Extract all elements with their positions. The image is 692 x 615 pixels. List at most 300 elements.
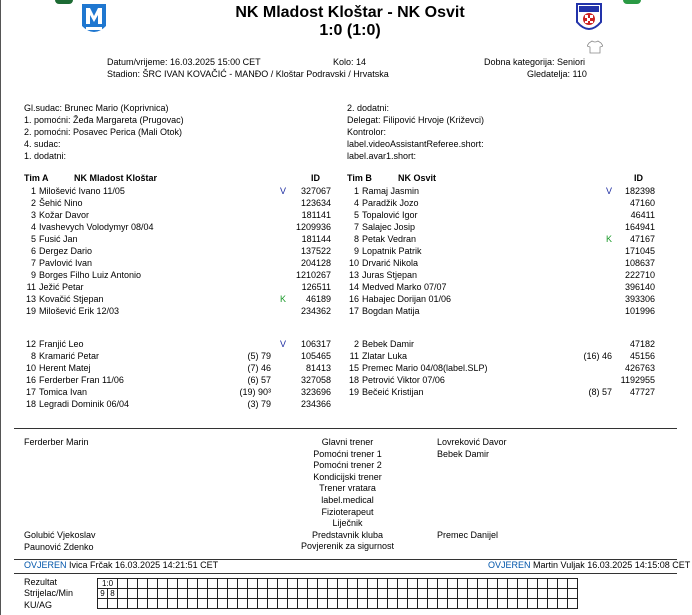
grid-cell: [418, 579, 428, 589]
page-left-border: [0, 0, 1, 615]
player-number: 6: [30, 246, 36, 256]
player-id: 137522: [300, 246, 331, 256]
player-name: Ježić Petar: [39, 282, 84, 292]
grid-cell: [188, 599, 198, 609]
grid-cell: [168, 589, 178, 599]
grid-cell: [278, 599, 288, 609]
staff-role: Glavni trener: [321, 437, 374, 447]
player-row: [347, 209, 418, 221]
substitution-info: (3) 79: [247, 399, 271, 409]
grid-cell: [418, 599, 428, 609]
player-number: 10: [25, 363, 36, 373]
grid-cell: [548, 599, 558, 609]
grid-cell: [148, 589, 158, 599]
grid-cell: [268, 589, 278, 599]
grid-cell: [288, 589, 298, 599]
grid-cell: [498, 579, 508, 589]
grid-cell: [368, 579, 378, 589]
player-number: 13: [25, 294, 36, 304]
player-id: 101996: [624, 306, 655, 316]
player-id: 106317: [300, 339, 331, 349]
grid-cell: [438, 599, 448, 609]
player-number: 19: [25, 306, 36, 316]
grid-cell: [538, 579, 548, 589]
player-id: 46411: [630, 210, 655, 220]
grid-row: [98, 599, 578, 609]
grid-cell: [328, 579, 338, 589]
player-row: [347, 281, 447, 293]
player-name: Topalović Igor: [362, 210, 418, 220]
player-number: 10: [348, 258, 359, 268]
grid-cell: [178, 599, 188, 609]
grid-cell: [398, 579, 408, 589]
grid-cell: [298, 579, 308, 589]
grid-cell: [318, 589, 328, 599]
grid-cell: [478, 589, 488, 599]
grid-cell: [518, 579, 528, 589]
player-row: [24, 374, 124, 386]
player-row: [24, 386, 87, 398]
grid-cell: [208, 599, 218, 609]
player-row: [347, 221, 415, 233]
player-row: [24, 269, 141, 281]
grid-cell: [208, 589, 218, 599]
player-row: [347, 374, 445, 386]
grid-cell: [98, 599, 108, 609]
player-row: [24, 221, 154, 233]
staff-right-head: Lovreković Davor: [437, 437, 507, 447]
player-name: Kožar Davor: [39, 210, 90, 220]
grid-cell: [438, 579, 448, 589]
player-row: [347, 386, 424, 398]
player-number: 2: [353, 339, 359, 349]
player-id: 47182: [629, 339, 655, 349]
player-id: 1192955: [620, 375, 655, 385]
player-name: Ferderber Fran 11/06: [39, 375, 124, 385]
player-number: 4: [30, 222, 36, 232]
staff-left-head: Ferderber Marin: [24, 437, 89, 447]
player-number: 11: [26, 282, 36, 292]
team-b-id-header: ID: [634, 173, 643, 183]
home-club-logo: [80, 2, 108, 38]
player-name: Lopatnik Patrik: [362, 246, 422, 256]
match-round: Kolo: 14: [333, 57, 367, 67]
grid-cell: [328, 599, 338, 609]
goalkeeper-mark: V: [606, 186, 613, 196]
grid-cell: [378, 599, 388, 609]
staff-role: Povjerenik za sigurnost: [300, 541, 395, 552]
player-name: Habajec Dorijan 01/06: [362, 294, 452, 304]
staff-role: Kondicijski trener: [313, 471, 382, 482]
grid-cell: [178, 579, 188, 589]
grid-cell: [408, 579, 418, 589]
verified-label-right: OVJEREN: [488, 560, 531, 570]
player-name: Petrović Viktor 07/06: [362, 375, 445, 385]
grid-cell: [128, 599, 138, 609]
official-line: 1. dodatni:: [24, 151, 67, 161]
official-line: 4. sudac:: [24, 139, 61, 149]
player-row: [347, 293, 451, 305]
official-line: Kontrolor:: [347, 127, 387, 137]
grid-cell: [448, 579, 458, 589]
grid-cell: [538, 589, 548, 599]
grid-cell: [158, 599, 168, 609]
grid-cell: [568, 589, 578, 599]
grid-label-cards: KU/AG: [24, 600, 53, 610]
grid-cell: [528, 599, 538, 609]
player-id: 1209936: [295, 222, 331, 232]
grid-cell: [408, 599, 418, 609]
grid-result-cell: 1:0: [98, 579, 118, 589]
player-row: [24, 209, 89, 221]
staff-role: Trener vratara: [319, 483, 376, 494]
jersey-icon: [587, 40, 603, 54]
player-name: Kramarić Petar: [39, 351, 100, 361]
grid-cell: [308, 599, 318, 609]
player-id: 46189: [305, 294, 331, 304]
player-id: 108637: [624, 258, 655, 268]
player-row: [24, 305, 119, 317]
grid-cell: [228, 579, 238, 589]
team-b-name: NK Osvit: [398, 173, 437, 183]
player-id: 222710: [624, 270, 655, 280]
team-a-label: Tim A: [24, 173, 49, 183]
grid-cell: [528, 579, 538, 589]
grid-cell: [248, 579, 258, 589]
captain-mark: K: [280, 294, 287, 304]
match-title: NK Mladost Kloštar - NK Osvit: [235, 4, 465, 21]
player-id: 396140: [624, 282, 655, 292]
result-grid: [97, 578, 578, 609]
player-number: 5: [353, 210, 359, 220]
grid-cell: [288, 579, 298, 589]
player-number: 14: [348, 282, 359, 292]
grid-cell: [158, 589, 168, 599]
staff-left-security: Paunović Zdenko: [24, 542, 94, 552]
player-number: 16: [348, 294, 359, 304]
player-id: 81413: [305, 363, 331, 373]
grid-cell: [498, 599, 508, 609]
grid-cell: [448, 599, 458, 609]
grid-cell: [338, 579, 348, 589]
player-id: 126511: [301, 282, 331, 292]
player-row: [347, 362, 488, 374]
staff-right-president: Premec Danijel: [437, 530, 499, 540]
player-number: 8: [30, 351, 36, 361]
grid-cell: [248, 589, 258, 599]
roster-divider: [14, 428, 677, 429]
captain-mark: K: [606, 234, 613, 244]
grid-cell: [548, 579, 558, 589]
grid-cell: [148, 579, 158, 589]
grid-cell: [378, 579, 388, 589]
grid-cell: [228, 589, 238, 599]
grid-cell: [468, 599, 478, 609]
player-row: [24, 197, 83, 209]
player-id: 181141: [301, 210, 331, 220]
grid-row: [98, 579, 578, 589]
grid-cell: [188, 579, 198, 589]
official-line: Delegat: Filipović Hrvoje (Križevci): [347, 115, 485, 125]
grid-cell: [458, 599, 468, 609]
grid-cell: [168, 599, 178, 609]
player-row: [24, 185, 125, 197]
player-row: [347, 245, 422, 257]
staff-left-president: Golubić Vjekoslav: [24, 530, 96, 540]
grid-cell: [148, 599, 158, 609]
player-name: Paradžik Jozo: [362, 198, 419, 208]
grid-cell: [568, 599, 578, 609]
player-number: 2: [30, 198, 36, 208]
team-a-id-header: ID: [311, 173, 320, 183]
goalkeeper-mark: V: [280, 339, 287, 349]
official-line: Gl.sudac: Brunec Mario (Koprivnica): [24, 103, 169, 113]
staff-role: Pomoćni trener 1: [313, 448, 382, 459]
player-number: 18: [25, 399, 36, 409]
grid-cell: [388, 589, 398, 599]
verified-label-left: OVJEREN: [24, 560, 67, 570]
grid-cell: [258, 589, 268, 599]
player-row: [24, 281, 84, 293]
grid-cell: [508, 579, 518, 589]
player-name: Herent Matej: [39, 363, 91, 373]
player-number: 3: [30, 210, 36, 220]
official-line: 2. pomoćni: Posavec Perica (Mali Otok): [24, 127, 183, 137]
player-number: 7: [30, 258, 36, 268]
player-name: Premec Mario 04/08(label.SLP): [362, 363, 488, 373]
verification-left: [24, 560, 218, 570]
player-name: Legradi Dominik 06/04: [39, 399, 130, 409]
grid-cell: [218, 589, 228, 599]
player-row: [347, 257, 418, 269]
grid-cell: [128, 579, 138, 589]
player-number: 15: [348, 363, 359, 373]
substitution-info: (5) 79: [247, 351, 271, 361]
grid-cell: [318, 599, 328, 609]
match-stadium: Stadion: ŠRC IVAN KOVAČIĆ - MANĐO / Kloštar Podravski / Hrvatska: [107, 69, 389, 79]
grid-cell: [288, 599, 298, 609]
player-row: [347, 197, 419, 209]
grid-cell: [338, 589, 348, 599]
player-name: Milošević Erik 12/03: [39, 306, 120, 316]
grid-scorer-cell: 8: [108, 589, 118, 599]
grid-cell: [488, 579, 498, 589]
staff-role: label.medical: [321, 495, 374, 505]
player-row: [347, 305, 420, 317]
grid-cell: [538, 599, 548, 609]
grid-cell: [208, 579, 218, 589]
grid-cell: [118, 589, 128, 599]
player-row: [24, 362, 91, 374]
grid-cell: [248, 599, 258, 609]
player-id: 45156: [629, 351, 655, 361]
grid-cell: [128, 589, 138, 599]
staff-role: Predstavnik kluba: [311, 529, 384, 540]
grid-cell: [358, 579, 368, 589]
staff-right-asst1: Bebek Damir: [437, 449, 490, 459]
decorative-blob-left: [55, 0, 73, 4]
away-club-logo: [575, 2, 603, 36]
team-a-name: NK Mladost Kloštar: [74, 173, 158, 183]
grid-cell: [408, 589, 418, 599]
grid-cell: [348, 599, 358, 609]
grid-cell: [498, 589, 508, 599]
grid-cell: [138, 599, 148, 609]
grid-cell: [458, 579, 468, 589]
substitution-info: (16) 46: [583, 351, 612, 361]
player-number: 1: [30, 186, 36, 196]
grid-cell: [438, 589, 448, 599]
grid-cell: [278, 579, 288, 589]
grid-cell: [488, 599, 498, 609]
player-name: Pavlović Ivan: [39, 258, 93, 268]
player-number: 18: [348, 375, 359, 385]
player-name: Drvarić Nikola: [362, 258, 419, 268]
player-id: 171045: [624, 246, 655, 256]
player-name: Milošević Ivano 11/05: [39, 186, 125, 196]
staff-role: Liječnik: [332, 518, 363, 529]
grid-cell: [528, 589, 538, 599]
grid-cell: [218, 579, 228, 589]
grid-cell: [518, 599, 528, 609]
grid-cell: [198, 579, 208, 589]
grid-cell: [118, 579, 128, 589]
player-id: 426763: [624, 363, 655, 373]
player-number: 7: [353, 222, 359, 232]
grid-cell: [308, 579, 318, 589]
player-name: Bečeić Kristijan: [362, 387, 424, 397]
grid-cell: [428, 579, 438, 589]
official-line: label.videoAssistantReferee.short:: [347, 139, 484, 149]
grid-cell: [318, 579, 328, 589]
player-id: 204128: [300, 258, 331, 268]
grid-cell: [178, 589, 188, 599]
grid-cell: [468, 579, 478, 589]
team-b-label: Tim B: [347, 173, 372, 183]
player-name: Ivashevych Volodymyr 08/04: [39, 222, 154, 232]
grid-label-scorer: Strijelac/Min: [24, 588, 74, 598]
official-line: 2. dodatni:: [347, 103, 390, 113]
player-name: Kovačić Stjepan: [39, 294, 104, 304]
goalkeeper-mark: V: [280, 186, 287, 196]
grid-cell: [258, 599, 268, 609]
substitution-info: (7) 46: [247, 363, 271, 373]
player-number: 4: [353, 198, 359, 208]
grid-cell: [298, 589, 308, 599]
player-number: 17: [25, 387, 36, 397]
player-id: 181144: [301, 234, 331, 244]
grid-cell: [298, 599, 308, 609]
verified-text-left: Ivica Frčak 16.03.2025 14:21:51 CET: [69, 560, 219, 570]
player-id: 234362: [300, 306, 331, 316]
grid-cell: [508, 599, 518, 609]
player-name: Petak Vedran: [362, 234, 417, 244]
verification-divider-bottom: [14, 573, 677, 574]
player-name: Tomica Ivan: [39, 387, 88, 397]
player-row: [24, 293, 104, 305]
match-score: 1:0 (1:0): [319, 22, 381, 39]
grid-cell: [418, 589, 428, 599]
grid-cell: [268, 599, 278, 609]
grid-cell: [568, 579, 578, 589]
grid-cell: [368, 589, 378, 599]
grid-cell: [168, 579, 178, 589]
player-row: [347, 338, 414, 350]
grid-cell: [478, 599, 488, 609]
grid-cell: [188, 589, 198, 599]
player-name: Bogdan Matija: [362, 306, 420, 316]
grid-cell: [518, 589, 528, 599]
player-id: 1210267: [295, 270, 331, 280]
player-name: Juras Stjepan: [362, 270, 418, 280]
grid-row: [98, 589, 578, 599]
player-row: [24, 398, 129, 410]
player-number: 9: [353, 246, 359, 256]
substitution-info: (8) 57: [588, 387, 612, 397]
grid-cell: [558, 589, 568, 599]
player-id: 323696: [300, 387, 331, 397]
official-line: 1. pomoćni: Žeđa Margareta (Prugovac): [24, 115, 184, 125]
player-row: [24, 245, 92, 257]
player-row: [347, 233, 416, 245]
player-number: 1: [353, 186, 359, 196]
grid-cell: [428, 599, 438, 609]
player-row: [24, 257, 92, 269]
staff-role: Pomoćni trener 2: [313, 460, 382, 471]
grid-cell: [468, 589, 478, 599]
grid-cell: [388, 599, 398, 609]
player-name: Fusić Jan: [39, 234, 78, 244]
player-row: [347, 185, 419, 197]
player-row: [347, 269, 417, 281]
match-datetime: Datum/vrijeme: 16.03.2025 15:00 CET: [107, 57, 261, 67]
player-id: 105465: [300, 351, 331, 361]
grid-cell: [238, 579, 248, 589]
grid-cell: [388, 579, 398, 589]
player-name: Franjić Leo: [39, 339, 84, 349]
player-name: Bebek Damir: [362, 339, 415, 349]
player-id: 123634: [300, 198, 331, 208]
decorative-blob-right: [623, 0, 641, 4]
grid-cell: [268, 579, 278, 589]
grid-cell: [278, 589, 288, 599]
player-number: 8: [353, 234, 359, 244]
player-row: [347, 350, 407, 362]
grid-cell: [378, 589, 388, 599]
player-id: 327067: [300, 186, 331, 196]
substitution-info: (19) 90³: [239, 387, 271, 397]
player-name: Medved Marko 07/07: [362, 282, 447, 292]
player-name: Zlatar Luka: [362, 351, 408, 361]
verification-right: [488, 560, 690, 570]
player-name: Ramaj Jasmin: [362, 186, 420, 196]
player-name: Borges Filho Luiz Antonio: [39, 270, 142, 280]
grid-cell: [428, 589, 438, 599]
grid-cell: [328, 589, 338, 599]
verified-text-right: Martin Vuljak 16.03.2025 14:15:08 CET: [533, 560, 691, 570]
grid-cell: [558, 579, 568, 589]
grid-cell: [478, 579, 488, 589]
player-id: 393306: [624, 294, 655, 304]
player-id: 234366: [300, 399, 331, 409]
official-line: label.avar1.short:: [347, 151, 417, 161]
grid-cell: [238, 599, 248, 609]
player-id: 327058: [300, 375, 331, 385]
grid-cell: [448, 589, 458, 599]
grid-cell: [118, 599, 128, 609]
grid-cell: [398, 599, 408, 609]
grid-cell: [558, 599, 568, 609]
